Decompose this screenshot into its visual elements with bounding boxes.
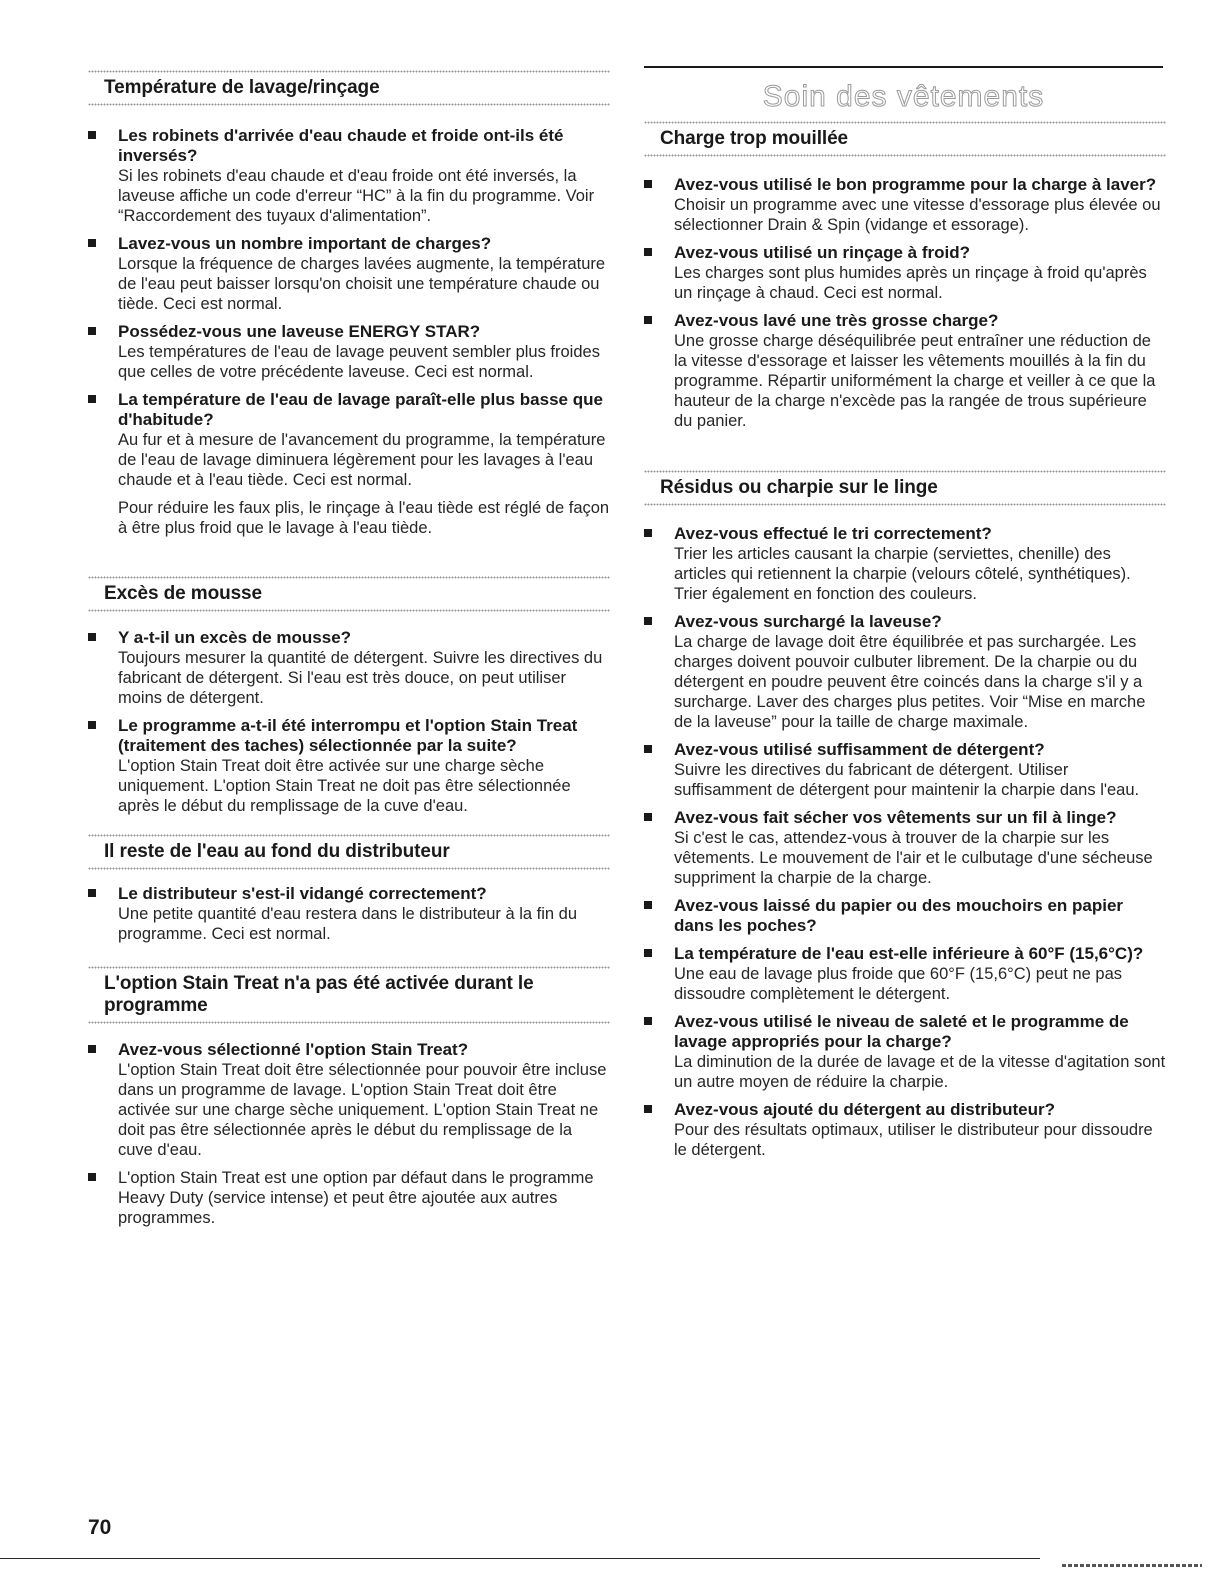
section-rule: [644, 470, 1166, 473]
question: Le programme a-t-il été interrompu et l'option Stain Treat (traitement des taches) sélectionnée par la suite?: [118, 716, 578, 755]
bullet-icon: [644, 813, 652, 821]
section-rule: [88, 834, 610, 837]
section-residus: [644, 470, 1166, 1168]
answer: Si les robinets d'eau chaude et d'eau froide ont été inversés, la laveuse affiche un code d'erreur “HC” à la fin du programme. Voir “Raccordement des tuyaux d'alimentation”.: [118, 167, 595, 225]
bullet-icon: [88, 721, 96, 729]
bullet-icon: [88, 395, 96, 403]
question: La température de l'eau est-elle inférieure à 60°F (15,6°C)?: [674, 944, 1144, 963]
bullet-icon: [644, 316, 652, 324]
section-stain-treat: [88, 966, 610, 1236]
question: Avez-vous utilisé le niveau de saleté et le programme de lavage appropriés pour la charge?: [674, 1012, 1129, 1051]
list-item: [88, 628, 610, 708]
page-number: 70: [88, 1516, 112, 1539]
section-title: Il reste de l'eau au fond du distributeur: [104, 841, 450, 862]
section-temperature: [88, 70, 610, 538]
banner-rule: [644, 66, 1163, 68]
bullet-icon: [88, 889, 96, 897]
list-item: [88, 390, 610, 490]
question: Avez-vous effectué le tri correctement?: [674, 524, 992, 543]
bottom-rule: [0, 1558, 1040, 1559]
list-item: [644, 311, 1166, 431]
bullet-icon: [88, 1045, 96, 1053]
answer: L'option Stain Treat doit être activée sur une charge sèche uniquement. L'option Stain Treat ne doit pas être sélectionnée après le début du remplissage de la cuve d'eau.: [118, 757, 571, 815]
bullet-icon: [88, 633, 96, 641]
list-item: [88, 716, 610, 816]
list-item: [88, 884, 610, 944]
answer: Lorsque la fréquence de charges lavées augmente, la température de l'eau peut baisser lorsqu'on choisit une température chaude ou tiède. Ceci est normal.: [118, 255, 606, 313]
section-mousse: [88, 576, 610, 824]
answer: Les charges sont plus humides après un rinçage à froid qu'après un rinçage à chaud. Ceci est normal.: [674, 264, 1147, 302]
answer: L'option Stain Treat doit être sélectionnée pour pouvoir être incluse dans un programme de lavage. L'option Stain Treat doit être activée sur une charge sèche uniquement. L'option Stain Treat ne doit pas être sélectionnée après le début du remplissage de la cuve d'eau.: [118, 1061, 607, 1159]
question: Avez-vous surchargé la laveuse?: [674, 612, 942, 631]
question: Lavez-vous un nombre important de charges?: [118, 234, 492, 253]
answer: La diminution de la durée de lavage et de la vitesse d'agitation sont un autre moyen de réduire la charpie.: [674, 1053, 1166, 1091]
list-item: [644, 175, 1166, 235]
bullet-icon: [644, 617, 652, 625]
section-rule: [88, 966, 610, 969]
question: Avez-vous utilisé le bon programme pour la charge à laver?: [674, 175, 1157, 194]
list-item: [644, 896, 1166, 936]
section-rule: [88, 70, 610, 73]
question: Avez-vous utilisé un rinçage à froid?: [674, 243, 970, 262]
answer: Les températures de l'eau de lavage peuvent sembler plus froides que celles de votre précédente laveuse. Ceci est normal.: [118, 343, 600, 381]
question: Avez-vous ajouté du détergent au distributeur?: [674, 1100, 1055, 1119]
section-title: Excès de mousse: [104, 583, 262, 604]
banner-title: Soin des vêtements: [762, 80, 1045, 113]
bullet-icon: [644, 180, 652, 188]
plain-text: L'option Stain Treat est une option par défaut dans le programme Heavy Duty (service intense) et peut être ajoutée aux autres programmes.: [118, 1169, 594, 1227]
bullet-icon: [88, 239, 96, 247]
answer: Si c'est le cas, attendez-vous à trouver de la charpie sur les vêtements. Le mouvement de l'air et le culbutage d'une sécheuse suppriment la charpie de la charge.: [674, 829, 1153, 887]
bullet-icon: [644, 745, 652, 753]
list-item: [644, 1012, 1166, 1092]
section-title: Charge trop mouillée: [660, 128, 849, 149]
question: Avez-vous sélectionné l'option Stain Treat?: [118, 1040, 469, 1059]
question: Avez-vous laissé du papier ou des mouchoirs en papier dans les poches?: [674, 896, 1124, 935]
answer: Suivre les directives du fabricant de détergent. Utiliser suffisamment de détergent pour maintenir la charpie dans l'eau.: [674, 761, 1140, 799]
section-rule: [88, 576, 610, 579]
question: Y a-t-il un excès de mousse?: [118, 628, 352, 647]
section-rule: [88, 1021, 610, 1024]
list-item: [88, 234, 610, 314]
question: Possédez-vous une laveuse ENERGY STAR?: [118, 322, 481, 341]
list-item: [644, 243, 1166, 303]
section-rule: [88, 103, 610, 106]
list-item: [644, 1100, 1166, 1160]
bullet-icon: [88, 327, 96, 335]
answer: Choisir un programme avec une vitesse d'essorage plus élevée ou sélectionner Drain & Spin (vidange et essorage).: [674, 196, 1161, 234]
answer: Une eau de lavage plus froide que 60°F (15,6°C) peut ne pas dissoudre complètement le détergent.: [674, 965, 1122, 1003]
answer: Trier les articles causant la charpie (serviettes, chenille) des articles qui retiennent la charpie (velours côtelé, synthétiques). Trier également en fonction des couleurs.: [674, 545, 1131, 603]
note: Pour réduire les faux plis, le rinçage à l'eau tiède est réglé de façon à être plus froid que le lavage à l'eau tiède.: [118, 499, 610, 537]
answer: Toujours mesurer la quantité de détergent. Suivre les directives du fabricant de détergent. Si l'eau est très douce, on peut utiliser moins de détergent.: [118, 649, 603, 707]
section-title: L'option Stain Treat n'a pas été activée durant le programme: [104, 973, 534, 1016]
list-item: [644, 612, 1166, 732]
bullet-icon: [88, 131, 96, 139]
bullet-icon: [644, 248, 652, 256]
bullet-icon: [644, 1017, 652, 1025]
section-title: Résidus ou charpie sur le linge: [660, 477, 938, 498]
bullet-icon: [88, 1173, 96, 1181]
section-charge-mouillee: [644, 121, 1166, 439]
list-item: [88, 1168, 610, 1228]
answer: La charge de lavage doit être équilibrée et pas surchargée. Les charges doivent pouvoir culbuter librement. De la charpie ou du détergent en poudre peuvent être coincés dans la charge s'il y a surcharge. Laver des charges plus petites. Voir “Mise en marche de la laveuse” pour la taille de charge maximale.: [674, 633, 1146, 731]
question: Avez-vous fait sécher vos vêtements sur un fil à linge?: [674, 808, 1117, 827]
section-rule: [644, 154, 1166, 157]
bottom-rule-dashed: [1062, 1564, 1202, 1567]
section-title: Température de lavage/rinçage: [104, 77, 380, 98]
list-item: [88, 126, 610, 226]
question: La température de l'eau de lavage paraît-elle plus basse que d'habitude?: [118, 390, 603, 429]
section-rule: [88, 867, 610, 870]
section-rule: [644, 121, 1166, 124]
section-distributeur: [88, 834, 610, 952]
list-item: [644, 740, 1166, 800]
list-item: [88, 1040, 610, 1160]
list-item: [644, 944, 1166, 1004]
answer: Une petite quantité d'eau restera dans le distributeur à la fin du programme. Ceci est normal.: [118, 905, 578, 943]
list-item: [644, 524, 1166, 604]
question: Le distributeur s'est-il vidangé correctement?: [118, 884, 487, 903]
bullet-icon: [644, 1105, 652, 1113]
list-item: [88, 322, 610, 382]
answer: Une grosse charge déséquilibrée peut entraîner une réduction de la vitesse d'essorage et laisser les vêtements mouillés à la fin du programme. Répartir uniformément la charge et veiller à ce que la hauteur de la charge n'excède pas la rangée de trous supérieure du panier.: [674, 332, 1156, 430]
answer: Au fur et à mesure de l'avancement du programme, la température de l'eau de lavage diminuera légèrement pour les lavages à l'eau chaude et à l'eau tiède. Ceci est normal.: [118, 431, 606, 489]
section-rule: [644, 503, 1166, 506]
bullet-icon: [644, 901, 652, 909]
question: Avez-vous utilisé suffisamment de détergent?: [674, 740, 1045, 759]
question: Les robinets d'arrivée d'eau chaude et froide ont-ils été inversés?: [118, 126, 564, 165]
section-rule: [88, 609, 610, 612]
bullet-icon: [644, 949, 652, 957]
answer: Pour des résultats optimaux, utiliser le distributeur pour dissoudre le détergent.: [674, 1121, 1153, 1159]
list-item: [644, 808, 1166, 888]
bullet-icon: [644, 529, 652, 537]
question: Avez-vous lavé une très grosse charge?: [674, 311, 999, 330]
